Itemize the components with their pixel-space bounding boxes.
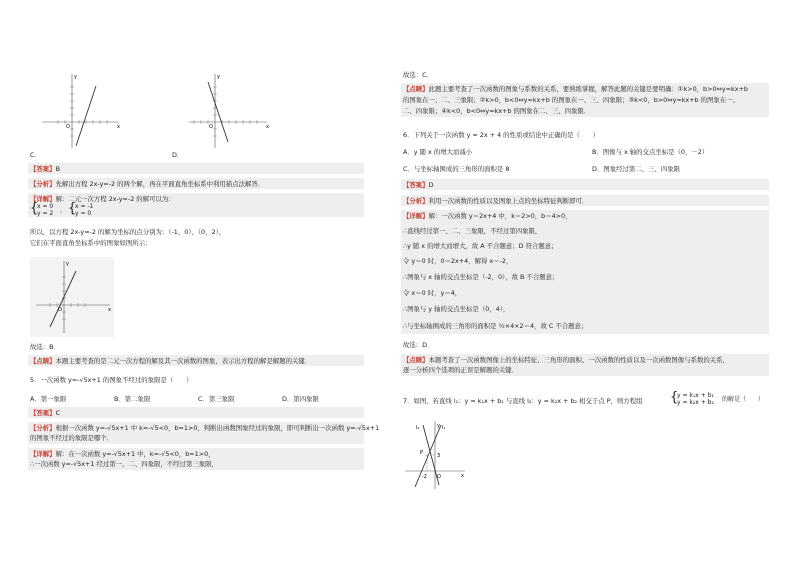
detail6-step-6: ∴图象与 y 轴的交点坐标是（0，4）， xyxy=(403,305,510,313)
review6-text: 本题考查了一次函数图像上的坐标特征、三角形的面积、一次函数的性质以及一次函数图像与系数的关系， xyxy=(428,356,729,364)
axis-y-label: y xyxy=(217,74,220,80)
origin-label: O xyxy=(209,124,213,130)
review-c-line-2: 的图象在一、二、三象限；②k>0，b<0⇔y=kx+b 的图象在一、三、四象限；③k<0，b>0⇔y=kx+b 的图象在一、 xyxy=(403,96,739,104)
answer5-tag: 【答案】 xyxy=(30,409,56,417)
detail6-text: 解：一次函数 y＝2x+4 中，k＝2>0，b＝4>0， xyxy=(428,212,572,220)
detail6-step-7: ∴与坐标轴围成的三角形的面积是 ½×4×2＝4，故 C 不合题意； xyxy=(403,322,588,330)
q6-option-c: C．与坐标轴围成的三角形的面积是 8 xyxy=(403,165,510,173)
sys1-b: y = 2 xyxy=(37,210,54,217)
origin-label: O xyxy=(437,474,441,480)
review-c-tag: 【点睛】 xyxy=(403,85,429,93)
analysis-line xyxy=(30,180,264,188)
review-tag: 【点睛】 xyxy=(30,357,56,365)
q6-option-a: A．y 随 x 的增大而减小 xyxy=(403,148,473,156)
detail-line xyxy=(30,195,175,203)
analysis5-line xyxy=(30,424,379,432)
origin-label: O xyxy=(58,307,62,313)
x-value-label: -2 xyxy=(422,474,427,480)
option-c-label: C． xyxy=(30,151,41,159)
axis-y-label: y xyxy=(66,261,69,267)
option-c-graph xyxy=(34,70,124,150)
conclusion-c: 故选：C． xyxy=(403,71,434,79)
detail6-step-4: ∴图象与 x 轴的交点坐标是（-2，0），故 B 不合题意； xyxy=(403,273,559,281)
question-7 xyxy=(403,397,643,405)
analysis6-line xyxy=(403,197,588,205)
detail6-step-3: 令 y＝0 时，0＝2x+4，解得 x＝-2， xyxy=(403,257,513,265)
answer6-line xyxy=(403,181,433,189)
q7-brace: { xyxy=(670,390,679,405)
option-d-label: D． xyxy=(172,151,184,159)
answer5-line xyxy=(30,409,60,417)
detail6-step-2: ∴y 随 x 的增大而增大，故 A 不合题意；D 符合题意； xyxy=(403,242,558,250)
answer-tag: 【答案】 xyxy=(30,165,56,173)
q6-option-b: B．图像与 x 轴的交点坐标是（0，－2） xyxy=(592,148,709,156)
origin-label: O xyxy=(66,124,70,130)
axis-x-label: x xyxy=(461,473,464,479)
q6-option-d: D．图象经过第二、三、四象限 xyxy=(592,165,680,173)
analysis5-tag: 【分析】 xyxy=(30,424,56,432)
analysis-text: 先解出方程 2x-y=-2 的两个解，再在平面直角坐标系中利用描点法解答． xyxy=(55,180,265,188)
question-6: 6．下列关于一次函数 y = 2x + 4 的性质或结论中正确的是（ ） xyxy=(403,131,600,139)
line-l1-label: l₁ xyxy=(442,425,446,431)
analysis6-text: 利用一次函数的性质以及图象上点的坐标特征判断即可． xyxy=(428,197,589,205)
sys-brace: { xyxy=(30,201,39,216)
detail5-line xyxy=(30,450,215,458)
q7-tail: 的解是（ ） xyxy=(722,396,765,403)
line-l2-label: l₂ xyxy=(416,425,420,431)
conclusion-b: 故选：B． xyxy=(30,343,60,351)
q5-option-a: A．第一象限 xyxy=(30,395,67,403)
review-c-line xyxy=(403,85,748,93)
detail-text: 解：二元一次方程 2x-y=-2 的解可以为： xyxy=(55,195,175,203)
detail5-tag: 【详解】 xyxy=(30,450,56,458)
q7-eq-2: y = k₂x + b₂ xyxy=(677,399,714,406)
axis-x-label: x xyxy=(117,124,120,130)
detail6-step-1: ∴直线经过第一、二、三象限，不经过第四象限， xyxy=(403,227,542,235)
review-line xyxy=(30,357,311,365)
detail5-line-2: ∴一次函数 y=-√5x+1 经过第一、二、四象限，不经过第三象限， xyxy=(30,460,218,468)
sys2-a: x = -1 xyxy=(75,203,94,210)
sys1-a: x = 0 xyxy=(37,203,54,210)
q5-option-b: B．第二象限 xyxy=(114,395,151,403)
answer6-tag: 【答案】 xyxy=(403,181,429,189)
review6-tag: 【点睛】 xyxy=(403,356,429,364)
sys-brace-2: { xyxy=(68,201,77,216)
sys2-b: y = 0 xyxy=(75,210,92,217)
answer-value: B xyxy=(55,165,60,173)
answer6-value: D xyxy=(428,181,434,189)
question-5: 5．一次函数 y=-√5x+1 的图象不经过的象限是（ ） xyxy=(30,376,193,384)
answer-line xyxy=(30,165,60,173)
answer5-band xyxy=(28,407,364,418)
review-text: 本题主要考查的是二元一次方程的解及其一次函数的图象，表示出方程的解是解题的关键． xyxy=(55,357,312,365)
point-p-label: P xyxy=(420,450,424,456)
question-7-text: 7．如图，若直线 l₁：y = k₁x + b₁ 与直线 l₂：y = k₂x + b₂ 相交于点 P，则方程组 xyxy=(403,397,643,405)
conclusion-d: 故选：D． xyxy=(403,341,434,349)
q7-graph xyxy=(403,419,469,491)
solution-draw-line: 它们在平面直角坐标系中的图象如图所示： xyxy=(30,239,152,247)
q7-eq-1: y = k₁x + b₁ xyxy=(677,392,714,399)
detail6-line xyxy=(403,212,571,220)
detail6-step-5: 令 x＝0 时，y＝4， xyxy=(403,289,462,297)
review6-line-2: 逐一分析四个选项的正误是解题的关键． xyxy=(403,366,519,374)
y-value-label: 3 xyxy=(437,453,441,459)
review6-line xyxy=(403,356,729,364)
axis-y-label: y xyxy=(74,74,77,80)
analysis5-text: 根据一次函数 y=-√5x+1 中 k=-√5<0，b=1>0，判断出函数图象经过的象限，即可判断出一次函数 y=-√5x+1 xyxy=(55,424,380,432)
axis-x-label: x xyxy=(108,307,111,313)
axis-x-label: x xyxy=(266,124,269,130)
detail-tag: 【详解】 xyxy=(30,195,56,203)
analysis6-tag: 【分析】 xyxy=(403,197,429,205)
review-c-line-3: 二、四象限；④k<0，b<0⇔y=kx+b 的图象在二、三、四象限． xyxy=(403,107,591,115)
answer6-band xyxy=(401,179,769,190)
q5-option-d: D．第四象限 xyxy=(282,395,319,403)
solution-points-line: 所以，以方程 2x-y=-2 的解为坐标的点分别为：（-1，0）、（0，2）， xyxy=(30,228,226,236)
axis-y-label: y xyxy=(437,423,440,429)
review-c-text: 此题主要考查了一次函数的图象与系数的关系，要熟练掌握，解答此题的关键是要明确：①k>0，b>0⇔y=kx+b xyxy=(428,85,748,93)
detail6-tag: 【详解】 xyxy=(403,212,429,220)
answer-band xyxy=(28,163,364,174)
analysis5-line-2: 的图象不经过的象限是哪个． xyxy=(30,434,114,442)
solution-graph xyxy=(30,257,114,337)
sys-comma: ， xyxy=(60,207,67,214)
answer5-value: C xyxy=(55,409,61,417)
detail5-text: 解：在一次函数 y=-√5x+1 中，k=-√5<0，b=1>0， xyxy=(55,450,215,458)
analysis-tag: 【分析】 xyxy=(30,180,56,188)
q5-option-c: C．第三象限 xyxy=(198,395,235,403)
option-d-graph xyxy=(183,70,273,150)
